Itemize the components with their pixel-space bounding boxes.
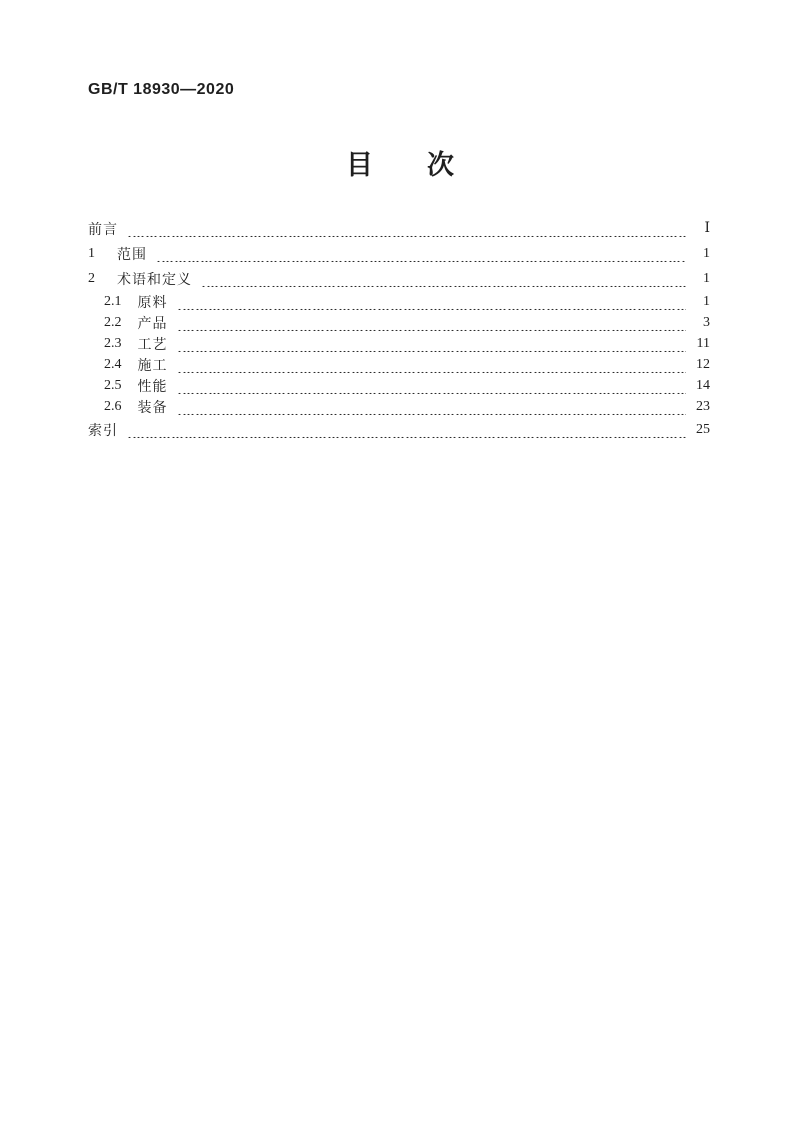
- entry-page: 1: [703, 245, 710, 261]
- dot-leader: [177, 296, 687, 310]
- entry-label: 性能: [137, 379, 168, 395]
- entry-label: 术语和定义: [117, 272, 192, 288]
- dot-leader: [177, 317, 687, 331]
- entry-label: 索引: [88, 423, 118, 439]
- dot-leader: [127, 223, 686, 237]
- dot-leader: [156, 248, 686, 262]
- toc-entry: [88, 241, 710, 266]
- entry-page: 12: [696, 356, 710, 372]
- entry-label: 产品: [137, 316, 168, 332]
- page-title: 目 次: [346, 150, 454, 180]
- entry-page: Ⅰ: [704, 221, 710, 236]
- entry-page: 25: [696, 421, 710, 437]
- entry-number: 2.4: [104, 356, 122, 372]
- entry-label: 工艺: [137, 337, 168, 353]
- entry-number: 2.1: [104, 293, 122, 309]
- toc-entry: [88, 291, 710, 312]
- entry-label: 范围: [117, 247, 147, 263]
- toc-list: [88, 216, 710, 442]
- toc-entry: [88, 266, 710, 291]
- dot-leader: [201, 273, 686, 287]
- entry-number: 2.6: [104, 398, 122, 414]
- toc-entry: [88, 312, 710, 333]
- toc-entry: [88, 216, 710, 241]
- dot-leader: [177, 359, 687, 373]
- entry-label: 装备: [137, 400, 168, 416]
- entry-label: 原料: [137, 295, 168, 311]
- dot-leader: [177, 338, 687, 352]
- entry-number: 1: [88, 245, 95, 261]
- toc-entry: [88, 396, 710, 417]
- entry-page: 3: [703, 314, 710, 330]
- entry-label: 施工: [137, 358, 168, 374]
- entry-page: 23: [696, 398, 710, 414]
- entry-label: 前言: [88, 222, 118, 238]
- toc-entry: [88, 375, 710, 396]
- entry-number: 2: [88, 270, 95, 286]
- toc-entry: [88, 333, 710, 354]
- entry-page: 1: [703, 270, 710, 286]
- dot-leader: [127, 424, 686, 438]
- entry-page: 14: [696, 377, 710, 393]
- entry-number: 2.2: [104, 314, 122, 330]
- dot-leader: [177, 380, 687, 394]
- toc-entry: [88, 354, 710, 375]
- entry-page: 1: [703, 293, 710, 309]
- toc-entry: [88, 417, 710, 442]
- entry-number: 2.3: [104, 335, 122, 351]
- standard-code: GB/T 18930—2020: [88, 81, 235, 98]
- entry-number: 2.5: [104, 377, 122, 393]
- entry-page: 11: [696, 335, 710, 351]
- dot-leader: [177, 401, 687, 415]
